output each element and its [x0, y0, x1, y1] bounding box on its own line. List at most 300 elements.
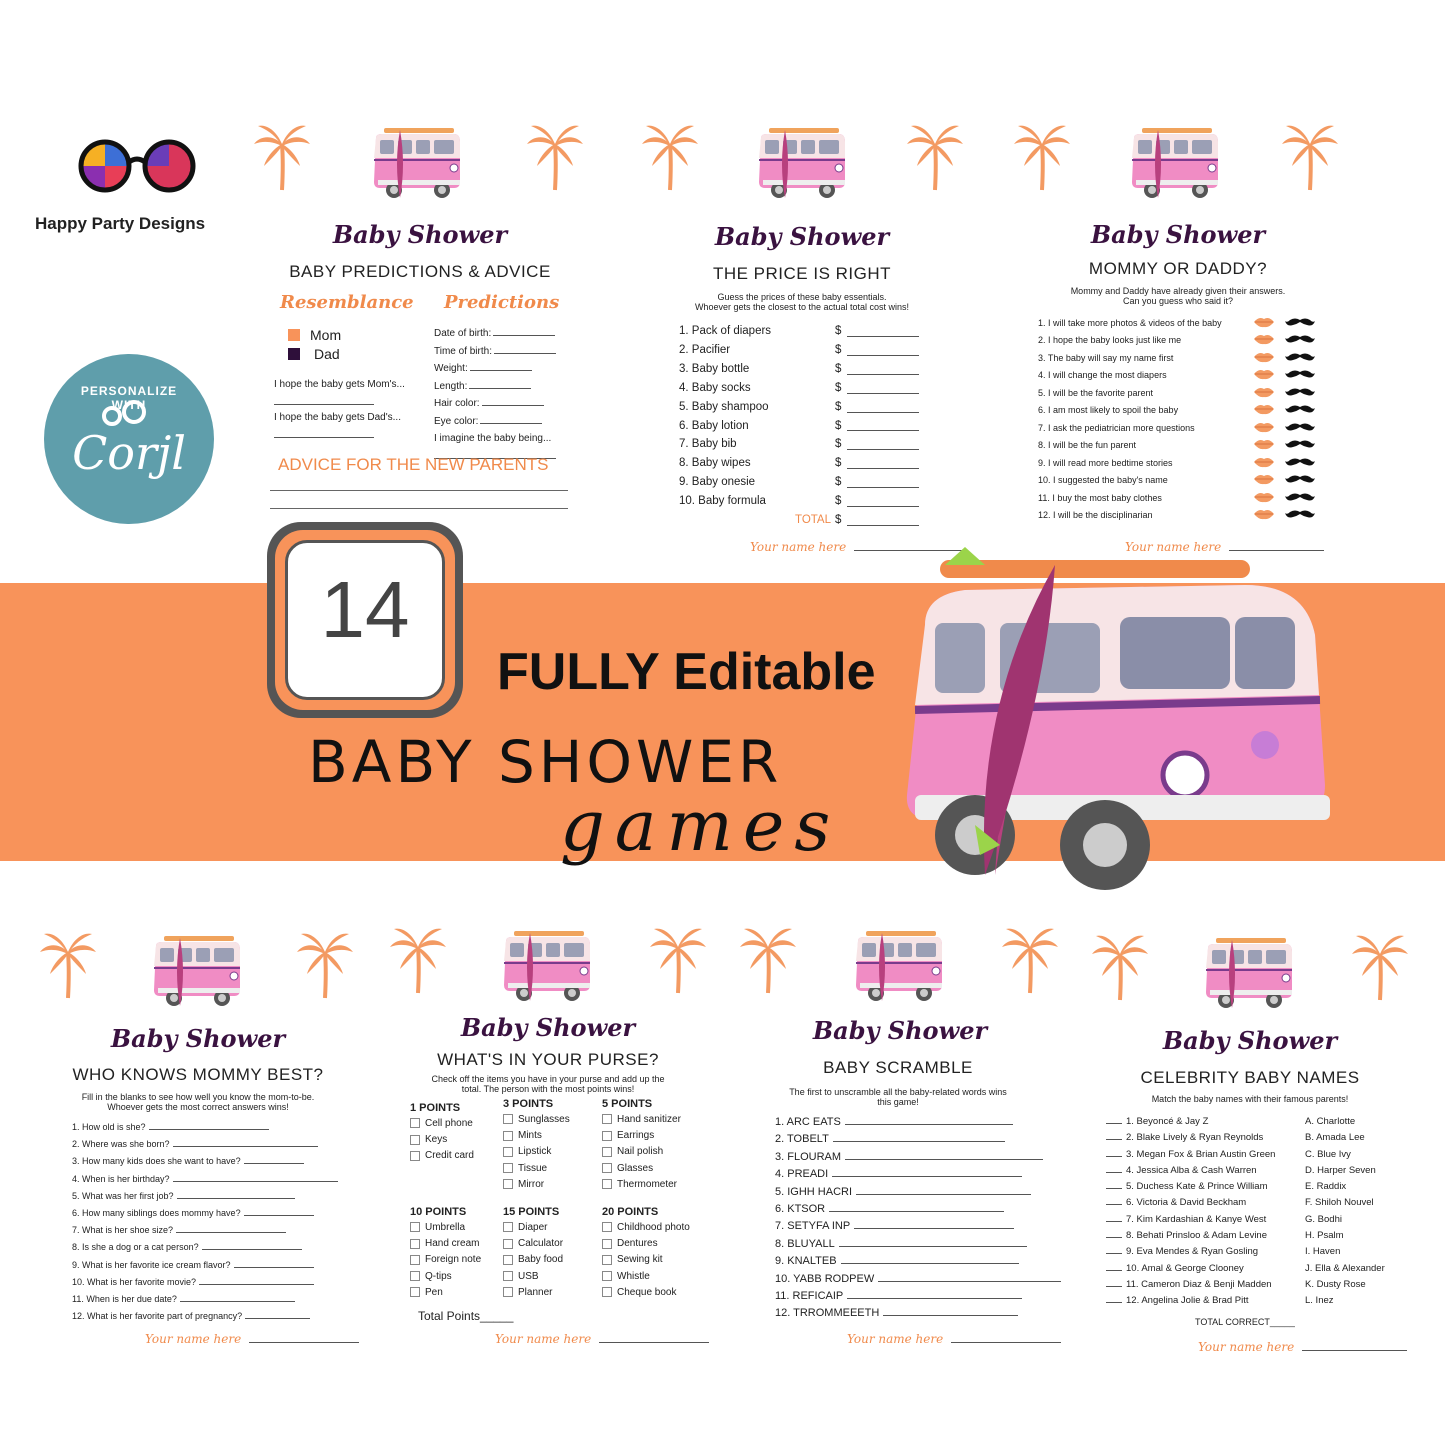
knows-row	[72, 1171, 342, 1188]
scramble-row	[775, 1149, 1020, 1166]
purse-group-label: 15 POINTS	[503, 1206, 560, 1218]
scramble-blank[interactable]	[829, 1211, 1004, 1212]
prediction-field-blank[interactable]	[470, 370, 532, 371]
palm-icon	[1350, 932, 1410, 1002]
celebrity-parent: 7. Kim Kardashian & Kanye West	[1126, 1213, 1267, 1225]
purse-item[interactable]	[602, 1252, 690, 1268]
celebrity-parent-row	[1106, 1147, 1306, 1163]
palm-icon	[905, 122, 965, 192]
checkbox[interactable]	[503, 1239, 513, 1249]
lips-icon[interactable]	[1253, 333, 1275, 347]
sheet-script-title: Baby Shower	[110, 1024, 286, 1053]
mommy-row	[1038, 507, 1323, 525]
purse-item-label: Mints	[518, 1130, 542, 1142]
checkbox[interactable]	[602, 1163, 612, 1173]
purse-item[interactable]	[602, 1177, 681, 1193]
scramble-row	[775, 1271, 1020, 1288]
scramble-word: 3. FLOURAM	[775, 1150, 842, 1163]
mommy-title: MOMMY OR DADDY?	[1088, 259, 1268, 278]
van-illustration	[905, 545, 1335, 895]
brand-name: Happy Party Designs	[35, 214, 206, 233]
purse-item[interactable]	[410, 1132, 474, 1148]
prediction-field-blank[interactable]	[493, 335, 555, 336]
mustache-icon[interactable]	[1285, 439, 1315, 451]
purse-item[interactable]	[602, 1112, 681, 1128]
knows-row	[72, 1136, 342, 1153]
celebrity-parent-row	[1106, 1212, 1306, 1228]
prediction-field-label: Hair color:	[434, 398, 480, 409]
knows-question: 1. How old is she?	[72, 1122, 146, 1132]
purse-group	[503, 1096, 570, 1193]
price-blank[interactable]	[847, 336, 919, 337]
checkbox[interactable]	[602, 1271, 612, 1281]
celebrity-baby: D. Harper Seven	[1305, 1164, 1376, 1176]
mustache-icon[interactable]	[1285, 387, 1315, 399]
celebrity-baby: A. Charlotte	[1305, 1116, 1356, 1127]
celebrity-answer-blank[interactable]	[1106, 1123, 1122, 1124]
purse-item-label: Mirror	[518, 1178, 545, 1190]
palm-icon	[1090, 932, 1150, 1002]
purse-item[interactable]	[410, 1269, 481, 1285]
mommy-row	[1038, 402, 1323, 420]
celebrity-answer-blank[interactable]	[1106, 1221, 1122, 1222]
purse-item[interactable]	[410, 1116, 474, 1132]
celebrity-parent: 1. Beyoncé & Jay Z	[1126, 1116, 1209, 1127]
knows-blank[interactable]	[176, 1232, 286, 1233]
palm-icon	[648, 925, 708, 995]
purse-group	[602, 1096, 681, 1193]
checkbox[interactable]	[410, 1135, 420, 1145]
checkbox[interactable]	[602, 1147, 612, 1157]
price-total-blank[interactable]	[847, 525, 919, 526]
checkbox[interactable]	[602, 1222, 612, 1232]
price-row	[679, 360, 924, 379]
knows-question: 11. When is her due date?	[72, 1294, 177, 1305]
purse-item[interactable]	[503, 1161, 570, 1177]
purse-item-label: Planner	[518, 1286, 553, 1298]
price-item: 2. Pacifier	[679, 343, 731, 356]
celebrity-answer-blank[interactable]	[1106, 1188, 1122, 1189]
name-line[interactable]: Your name here	[750, 540, 964, 554]
prediction-field	[434, 378, 564, 396]
mustache-icon[interactable]	[1285, 492, 1315, 504]
scramble-title: BABY SCRAMBLE	[823, 1058, 973, 1077]
checkbox[interactable]	[602, 1287, 612, 1297]
knows-row	[72, 1188, 342, 1205]
price-blank[interactable]	[847, 430, 919, 431]
purse-group-label: 1 POINTS	[410, 1102, 461, 1114]
checkbox[interactable]	[503, 1287, 513, 1297]
advice-line[interactable]	[270, 508, 568, 509]
mommy-row	[1038, 472, 1323, 490]
celebrity-intro: Match the baby names with their famous parents!	[1151, 1094, 1349, 1104]
purse-item[interactable]	[503, 1236, 563, 1252]
price-currency: $	[835, 325, 842, 337]
lips-icon[interactable]	[1253, 421, 1275, 435]
predictions-label: Predictions	[444, 292, 560, 313]
checkbox[interactable]	[503, 1271, 513, 1281]
purse-group-label: 3 POINTS	[503, 1098, 554, 1110]
scramble-blank[interactable]	[845, 1159, 1043, 1160]
purse-total: Total Points_____	[418, 1309, 514, 1323]
purse-groups	[410, 1100, 700, 1300]
celebrity-parent: 2. Blake Lively & Ryan Reynolds	[1126, 1132, 1264, 1144]
knows-blank[interactable]	[244, 1163, 304, 1164]
palm-icon	[525, 122, 585, 192]
prediction-fields	[434, 325, 564, 465]
purse-item-label: USB	[518, 1270, 539, 1282]
mommy-row	[1038, 349, 1323, 367]
knows-blank[interactable]	[244, 1215, 314, 1216]
celebrity-total: TOTAL CORRECT_____	[1195, 1317, 1295, 1327]
price-currency: $	[835, 476, 842, 489]
knows-list	[72, 1119, 342, 1325]
price-row	[679, 454, 924, 473]
mustache-icon[interactable]	[1285, 352, 1315, 364]
knows-question: 10. What is her favorite movie?	[72, 1276, 197, 1287]
checkbox[interactable]	[410, 1222, 420, 1232]
prediction-field	[434, 325, 564, 343]
celebrity-parent-row	[1106, 1179, 1306, 1195]
prediction-field	[434, 395, 564, 413]
prediction-field-label: I imagine the baby being...	[434, 433, 552, 444]
knows-blank[interactable]	[173, 1146, 318, 1147]
purse-item[interactable]	[602, 1220, 690, 1236]
price-row	[679, 398, 924, 417]
price-row	[679, 379, 924, 398]
purse-item[interactable]	[503, 1144, 570, 1160]
checkbox[interactable]	[503, 1255, 513, 1265]
checkbox[interactable]	[602, 1255, 612, 1265]
scramble-intro: The first to unscramble all the baby-related words wins this game!	[789, 1087, 1007, 1107]
knows-row	[72, 1308, 342, 1325]
palm-icon	[738, 925, 798, 995]
mustache-icon[interactable]	[1285, 369, 1315, 381]
checkbox[interactable]	[503, 1131, 513, 1141]
prediction-field-blank[interactable]	[469, 388, 531, 389]
scramble-blank[interactable]	[833, 1141, 1005, 1142]
scramble-blank[interactable]	[883, 1315, 1018, 1316]
celebrity-baby: G. Bodhi	[1305, 1213, 1342, 1225]
purse-item-label: Childhood photo	[617, 1222, 690, 1233]
celebrity-answer-blank[interactable]	[1106, 1302, 1122, 1303]
scramble-blank[interactable]	[856, 1194, 1031, 1195]
prediction-field-label: Eye color:	[434, 415, 479, 427]
knows-row	[72, 1205, 342, 1222]
purse-item[interactable]	[602, 1128, 681, 1144]
advice-line[interactable]	[270, 490, 568, 491]
price-blank[interactable]	[847, 412, 919, 413]
celebrity-answer-blank[interactable]	[1106, 1270, 1122, 1271]
lips-icon[interactable]	[1253, 351, 1275, 365]
checkbox[interactable]	[602, 1131, 612, 1141]
scramble-word: 2. TOBELT	[775, 1133, 829, 1146]
scramble-row	[775, 1114, 1020, 1131]
mommy-statement: 12. I will be the disciplinarian	[1038, 510, 1153, 521]
prediction-field-blank[interactable]	[480, 423, 542, 424]
prediction-field-blank[interactable]	[482, 405, 544, 406]
purse-item[interactable]	[602, 1236, 690, 1252]
purse-item-label: Nail polish	[617, 1146, 664, 1158]
purse-item-label: Glasses	[617, 1162, 654, 1174]
checkbox[interactable]	[503, 1114, 513, 1124]
purse-group	[410, 1100, 474, 1165]
knows-blank[interactable]	[180, 1301, 295, 1302]
banner-line2: BABY SHOWER	[308, 728, 783, 796]
purse-item-label: Keys	[425, 1134, 448, 1146]
celebrity-parent-row	[1106, 1277, 1306, 1293]
dad-swatch	[288, 348, 300, 360]
checkbox[interactable]	[602, 1114, 612, 1124]
purse-item[interactable]	[410, 1236, 481, 1252]
purse-item[interactable]	[503, 1252, 563, 1268]
purse-item[interactable]	[602, 1269, 690, 1285]
checkbox[interactable]	[410, 1239, 420, 1249]
purse-item-label: Cheque book	[617, 1286, 677, 1298]
purse-item[interactable]	[602, 1285, 690, 1301]
mommy-statement: 6. I am most likely to spoil the baby	[1038, 405, 1179, 416]
price-currency: $	[835, 381, 842, 394]
prediction-field-label: Length:	[434, 380, 468, 392]
scramble-blank[interactable]	[854, 1228, 1014, 1229]
purse-item[interactable]	[503, 1220, 563, 1236]
price-currency: $	[835, 514, 842, 527]
purse-item-label: Dentures	[617, 1238, 658, 1250]
sheet-script-title: Baby Shower	[332, 220, 508, 249]
celebrity-parent: 6. Victoria & David Beckham	[1126, 1197, 1247, 1209]
mommy-list	[1038, 314, 1323, 524]
lips-icon[interactable]	[1253, 403, 1275, 417]
celebrity-answer-blank[interactable]	[1106, 1172, 1122, 1173]
prediction-field	[434, 413, 564, 431]
mustache-icon[interactable]	[1285, 474, 1315, 486]
prediction-field	[434, 360, 564, 378]
mommy-row	[1038, 437, 1323, 455]
celebrity-answer-blank[interactable]	[1106, 1286, 1122, 1287]
knows-blank[interactable]	[202, 1249, 302, 1250]
mommy-row	[1038, 489, 1323, 507]
price-blank[interactable]	[847, 449, 919, 450]
scramble-row	[775, 1305, 1020, 1322]
name-line[interactable]: Your name here	[1198, 1340, 1407, 1354]
scramble-list	[775, 1114, 1020, 1323]
purse-item-label: Foreign note	[425, 1254, 482, 1266]
knows-row	[72, 1291, 342, 1308]
mommy-row	[1038, 419, 1323, 437]
scramble-row	[775, 1253, 1020, 1270]
lips-icon[interactable]	[1253, 456, 1275, 470]
prediction-field-label: Date of birth:	[434, 328, 492, 339]
scramble-blank[interactable]	[845, 1124, 1013, 1125]
purse-item[interactable]	[503, 1128, 570, 1144]
price-list	[679, 322, 924, 530]
checkbox[interactable]	[503, 1147, 513, 1157]
knows-question: 5. What was her first job?	[72, 1190, 174, 1201]
purse-item[interactable]	[503, 1177, 570, 1193]
price-blank[interactable]	[847, 393, 919, 394]
celebrity-answer-blank[interactable]	[1106, 1204, 1122, 1205]
purse-item[interactable]	[410, 1148, 474, 1164]
knows-question: 9. What is her favorite ice cream flavor?	[72, 1259, 231, 1270]
knows-blank[interactable]	[245, 1318, 310, 1319]
purse-item[interactable]	[602, 1144, 681, 1160]
mommy-intro: Mommy and Daddy have already given their answers. Can you guess who said it?	[1070, 286, 1286, 306]
price-row	[679, 435, 924, 454]
name-line[interactable]: Your name here	[495, 1332, 709, 1346]
lips-icon[interactable]	[1253, 491, 1275, 505]
banner-line1: FULLY Editable	[497, 643, 876, 701]
celebrity-parent-row	[1106, 1195, 1306, 1211]
knows-blank[interactable]	[177, 1198, 295, 1199]
price-item: 9. Baby onesie	[679, 476, 756, 489]
mustache-icon[interactable]	[1285, 457, 1315, 469]
scramble-blank[interactable]	[839, 1246, 1027, 1247]
corjl-ring-text: PERSONALIZE WITH	[80, 384, 178, 412]
checkbox[interactable]	[602, 1179, 612, 1189]
corjl-name: Corjl	[72, 426, 186, 480]
palm-icon	[38, 930, 98, 1000]
knows-question: 3. How many kids does she want to have?	[72, 1156, 241, 1167]
purse-item-label: Sewing kit	[617, 1254, 663, 1266]
purse-item-label: Umbrella	[425, 1222, 466, 1233]
lips-icon[interactable]	[1253, 316, 1275, 330]
mustache-icon[interactable]	[1285, 334, 1315, 346]
knows-blank[interactable]	[199, 1284, 314, 1285]
scramble-word: 4. PREADI	[775, 1168, 829, 1181]
price-currency: $	[835, 438, 842, 451]
checkbox[interactable]	[503, 1179, 513, 1189]
purse-item-label: Earrings	[617, 1130, 655, 1142]
scramble-row	[775, 1288, 1020, 1305]
mustache-icon[interactable]	[1285, 404, 1315, 416]
mommy-statement: 4. I will change the most diapers	[1038, 370, 1167, 381]
palm-icon	[388, 925, 448, 995]
purse-item[interactable]	[410, 1285, 481, 1301]
price-blank[interactable]	[847, 374, 919, 375]
lips-icon[interactable]	[1253, 368, 1275, 382]
price-currency: $	[835, 343, 842, 356]
mommy-statement: 7. I ask the pediatrician more questions	[1038, 422, 1195, 433]
price-total-row	[679, 511, 924, 530]
checkbox[interactable]	[602, 1239, 612, 1249]
knows-blank[interactable]	[173, 1181, 338, 1182]
lips-icon[interactable]	[1253, 438, 1275, 452]
dad-label: Dad	[314, 346, 340, 362]
prediction-field-label: Weight:	[434, 363, 468, 374]
checkbox[interactable]	[503, 1222, 513, 1232]
scramble-word: 10. YABB RODPEW	[775, 1272, 875, 1285]
celebrity-baby: K. Dusty Rose	[1305, 1278, 1366, 1290]
name-line[interactable]: Your name here	[847, 1332, 1061, 1346]
knows-blank[interactable]	[149, 1129, 269, 1130]
checkbox[interactable]	[410, 1118, 420, 1128]
sheet-script-title: Baby Shower	[812, 1016, 988, 1045]
celebrity-answer-blank[interactable]	[1106, 1237, 1122, 1238]
knows-question: 4. When is her birthday?	[72, 1173, 170, 1184]
name-line[interactable]: Your name here	[145, 1332, 359, 1346]
scramble-row	[775, 1236, 1020, 1253]
celebrity-answer-blank[interactable]	[1106, 1253, 1122, 1254]
checkbox[interactable]	[410, 1151, 420, 1161]
knows-row	[72, 1274, 342, 1291]
price-row	[679, 417, 924, 436]
dad-hope: I hope the baby gets Dad's...	[274, 409, 414, 444]
name-line[interactable]: Your name here	[1125, 540, 1324, 554]
scramble-blank[interactable]	[832, 1176, 1022, 1177]
corjl-badge	[44, 354, 214, 524]
sheet-script-title: Baby Shower	[1090, 220, 1266, 249]
purse-item-label: Cell phone	[425, 1118, 473, 1129]
bus-icon	[370, 124, 466, 202]
price-item: 8. Baby wipes	[679, 457, 751, 470]
scramble-blank[interactable]	[841, 1263, 1019, 1264]
lips-icon[interactable]	[1253, 508, 1275, 522]
mommy-row	[1038, 367, 1323, 385]
brand-logo	[70, 138, 200, 198]
knows-row	[72, 1257, 342, 1274]
scramble-blank[interactable]	[878, 1281, 1061, 1282]
mustache-icon[interactable]	[1285, 317, 1315, 329]
price-title: THE PRICE IS RIGHT	[712, 264, 892, 283]
scramble-word: 7. SETYFA INP	[775, 1220, 851, 1233]
predictions-title: BABY PREDICTIONS & ADVICE	[289, 262, 551, 281]
price-currency: $	[835, 362, 842, 375]
price-row	[679, 473, 924, 492]
prediction-field-blank[interactable]	[494, 353, 556, 354]
mom-swatch	[288, 329, 300, 341]
mustache-icon[interactable]	[1285, 509, 1315, 521]
knows-blank[interactable]	[234, 1267, 314, 1268]
knows-question: 8. Is she a dog or a cat person?	[72, 1242, 199, 1253]
purse-item[interactable]	[503, 1285, 563, 1301]
celebrity-answer-blank[interactable]	[1106, 1156, 1122, 1157]
celebrity-parent-row	[1106, 1130, 1306, 1146]
price-blank[interactable]	[847, 506, 919, 507]
bus-icon	[755, 124, 851, 202]
price-blank[interactable]	[847, 355, 919, 356]
purse-item-label: Sunglasses	[518, 1114, 570, 1125]
celebrity-parents	[1106, 1114, 1306, 1310]
checkbox[interactable]	[410, 1287, 420, 1297]
checkbox[interactable]	[410, 1255, 420, 1265]
purse-item-label: Baby food	[518, 1254, 564, 1266]
scramble-blank[interactable]	[847, 1298, 1022, 1299]
purse-group-label: 5 POINTS	[602, 1098, 653, 1110]
celebrity-answer-blank[interactable]	[1106, 1139, 1122, 1140]
purse-item-label: Lipstick	[518, 1146, 552, 1158]
price-blank[interactable]	[847, 487, 919, 488]
purse-group-label: 20 POINTS	[602, 1206, 659, 1218]
mustache-icon[interactable]	[1285, 422, 1315, 434]
purse-item[interactable]	[503, 1269, 563, 1285]
checkbox[interactable]	[410, 1271, 420, 1281]
purse-item[interactable]	[410, 1252, 481, 1268]
mommy-statement: 1. I will take more photos & videos of the baby	[1038, 317, 1222, 328]
purse-item[interactable]	[410, 1220, 481, 1236]
price-blank[interactable]	[847, 468, 919, 469]
lips-icon[interactable]	[1253, 473, 1275, 487]
knows-row	[72, 1153, 342, 1170]
purse-item[interactable]	[602, 1161, 681, 1177]
knows-question: 7. What is her shoe size?	[72, 1225, 174, 1236]
sheet-script-title: Baby Shower	[1162, 1026, 1338, 1055]
lips-icon[interactable]	[1253, 386, 1275, 400]
purse-item[interactable]	[503, 1112, 570, 1128]
bus-icon	[500, 927, 596, 1005]
checkbox[interactable]	[503, 1163, 513, 1173]
celebrity-parent: 4. Jessica Alba & Cash Warren	[1126, 1164, 1257, 1176]
celebrity-parent: 3. Megan Fox & Brian Austin Green	[1126, 1148, 1276, 1160]
